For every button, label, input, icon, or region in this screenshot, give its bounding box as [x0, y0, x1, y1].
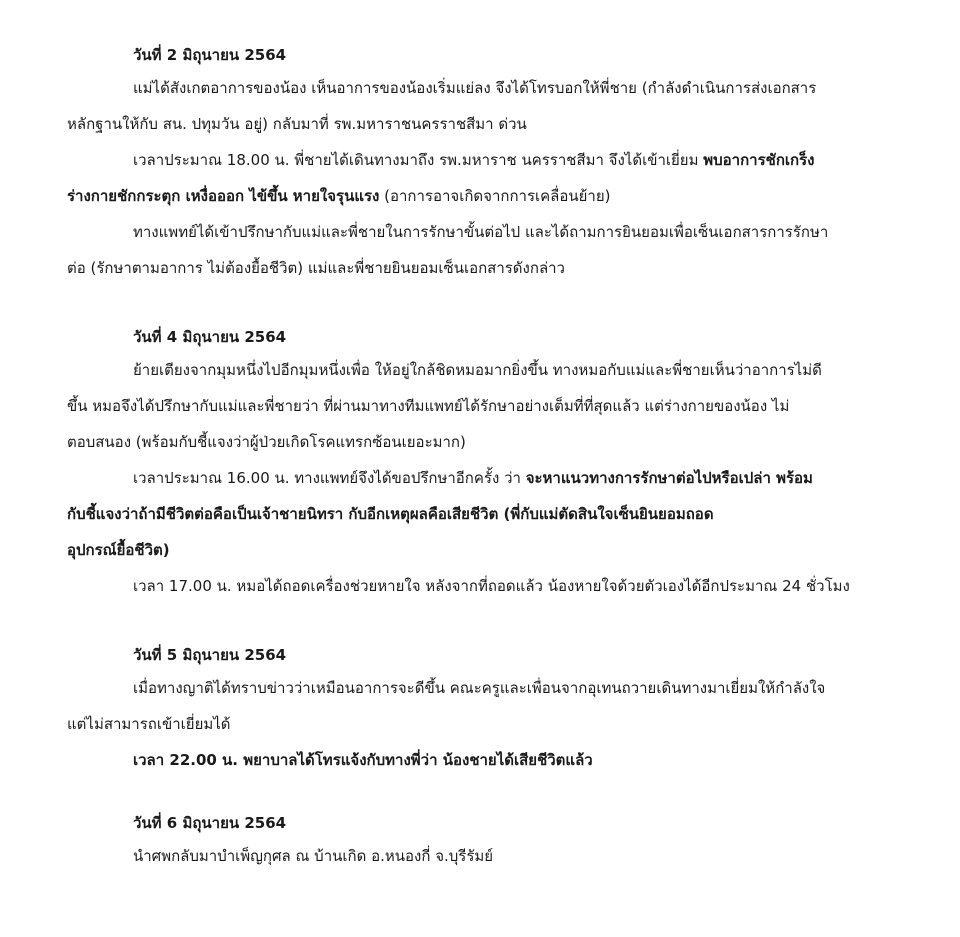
- entry-date: วันที่ 4 มิถุนายน 2564: [133, 328, 287, 346]
- text-line: ต่อ (รักษาตามอาการ ไม่ต้องยื้อชีวิต) แม่และพี่ชายยินยอมเซ็นเอกสารดังกล่าว: [67, 259, 565, 277]
- text-line: หลักฐานให้กับ สน. ปทุมวัน อยู่) กลับมาที่ รพ.มหาราชนครราชสีมา ด่วน: [67, 115, 527, 133]
- entry-5-june: [67, 640, 887, 778]
- text-line: นำศพกลับมาบำเพ็ญกุศล ณ บ้านเกิด อ.หนองกี่ จ.บุรีรัมย์: [133, 847, 494, 865]
- text-line: เวลา 17.00 น. หมอได้ถอดเครื่องช่วยหายใจ หลังจากที่ถอดแล้ว น้องหายใจด้วยตัวเองได้อีกประมาณ 24 ชั่วโมง: [133, 577, 850, 595]
- text-line: เมื่อทางญาติได้ทราบข่าวว่าเหมือนอาการจะดีขึ้น คณะครูและเพื่อนจากอุเทนถวายเดินทางมาเยี่ยมให้กำลังใจ: [133, 679, 826, 697]
- text-line: เวลาประมาณ 18.00 น. พี่ชายได้เดินทางมาถึง รพ.มหาราช นครราชสีมา จึงได้เข้าเยี่ยม พบอาการชักเกร็ง: [133, 151, 815, 169]
- text-line: กับชี้แจงว่าถ้ามีชีวิตต่อคือเป็นเจ้าชายนิทรา กับอีกเหตุผลคือเสียชีวิต (พี่กับแม่ตัดสินใจเซ็นยินยอมถอด: [67, 505, 714, 523]
- entry-4-june: [67, 322, 887, 604]
- text-line: แต่ไม่สามารถเข้าเยี่ยมได้: [67, 715, 231, 733]
- entry-date: วันที่ 2 มิถุนายน 2564: [133, 46, 287, 64]
- text-line: แม่ได้สังเกตอาการของน้อง เห็นอาการของน้องเริ่มแย่ลง จึงได้โทรบอกให้พี่ชาย (กำลังดำเนินการส่งเอกสาร: [133, 79, 817, 97]
- text-line: ย้ายเตียงจากมุมหนึ่งไปอีกมุมหนึ่งเพื่อ ให้อยู่ใกล้ชิดหมอมากยิ่งขึ้น ทางหมอกับแม่และพี่ชายเห็นว่าอาการไม่ดี: [133, 361, 822, 379]
- text-line: ทางแพทย์ได้เข้าปรึกษากับแม่และพี่ชายในการรักษาขั้นต่อไป และได้ถามการยินยอมเพื่อเซ็นเอกสารการรักษา: [133, 223, 829, 241]
- text-line: เวลาประมาณ 16.00 น. ทางแพทย์จึงได้ขอปรึกษาอีกครั้ง ว่า จะหาแนวทางการรักษาต่อไปหรือเปล่า พร้อม: [133, 469, 813, 487]
- entry-date: วันที่ 5 มิถุนายน 2564: [133, 646, 287, 664]
- text-line: เวลา 22.00 น. พยาบาลได้โทรแจ้งกับทางพี่ว่า น้องชายได้เสียชีวิตแล้ว: [133, 751, 593, 769]
- text-line: ตอบสนอง (พร้อมกับชี้แจงว่าผู้ป่วยเกิดโรคแทรกซ้อนเยอะมาก): [67, 433, 466, 451]
- entry-6-june: [67, 808, 887, 874]
- text-line: ขึ้น หมอจึงได้ปรึกษากับแม่และพี่ชายว่า ที่ผ่านมาทางทีมแพทย์ได้รักษาอย่างเต็มที่ที่สุดแล้ว แต่ร่างกายของน้อง ไม่: [67, 397, 790, 415]
- text-line: อุปกรณ์ยื้อชีวิต): [67, 541, 170, 559]
- entry-2-june: [67, 40, 887, 286]
- entry-date: วันที่ 6 มิถุนายน 2564: [133, 814, 287, 832]
- text-line: ร่างกายชักกระตุก เหงื่อออก ไข้ขึ้น หายใจรุนแรง (อาการอาจเกิดจากการเคลื่อนย้าย): [67, 187, 611, 205]
